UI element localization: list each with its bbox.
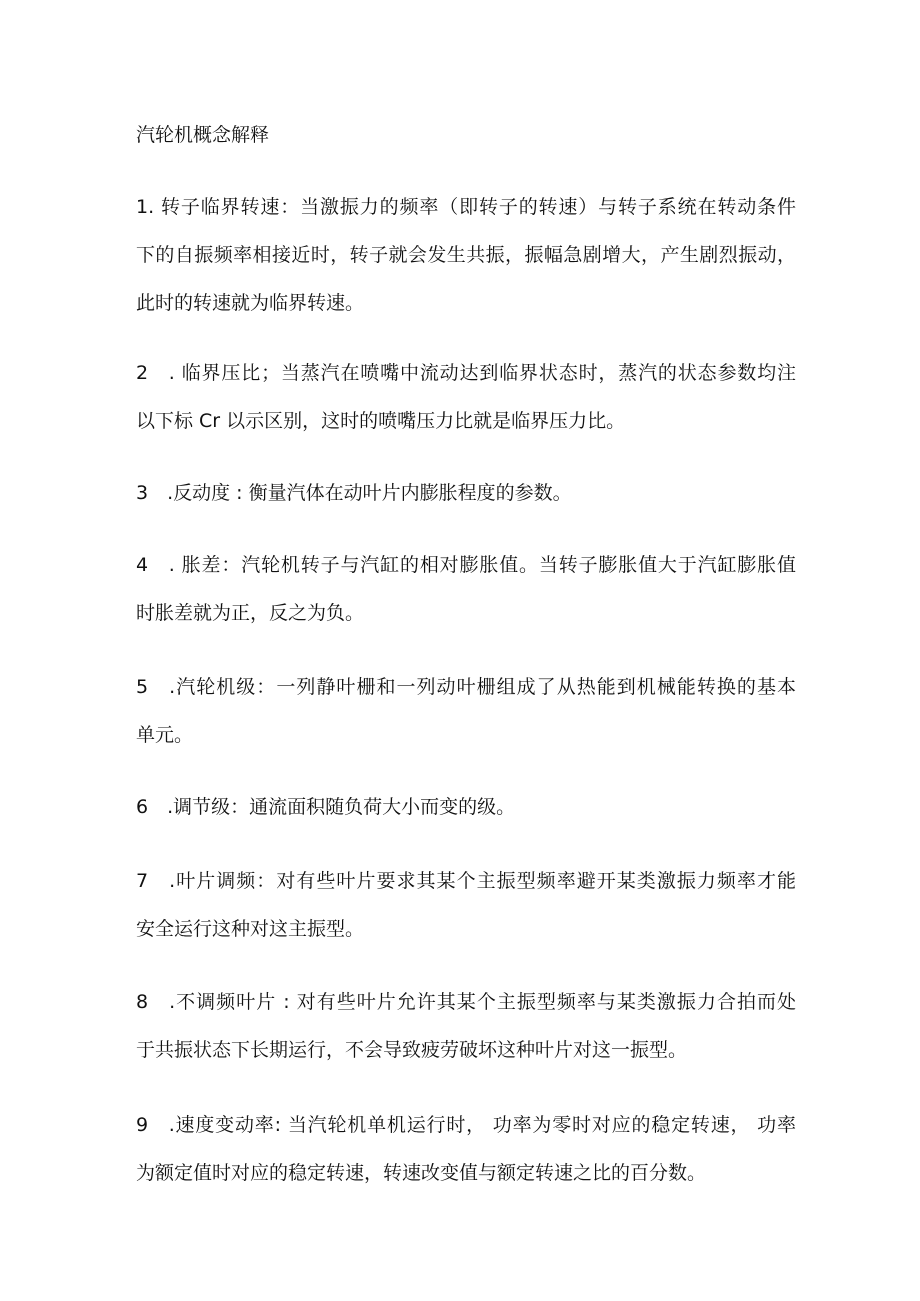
definition-line: 6 .调节级：通流面积随负荷大小而变的级。	[136, 796, 516, 818]
definition-line: 7 .叶片调频：对有些叶片要求其某个主振型频率避开某类激振力频率才能	[136, 870, 796, 892]
definition-item	[136, 988, 796, 1064]
definition-item	[136, 479, 796, 507]
definition-line: 5 .汽轮机级：一列静叶栅和一列动叶栅组成了从热能到机械能转换的基本	[136, 676, 796, 698]
definition-item	[136, 551, 796, 627]
definition-item	[136, 193, 796, 317]
definition-line: 单元。	[136, 724, 194, 746]
definition-line: 1. 转子临界转速：当激振力的频率（即转子的转速）与转子系统在转动条件	[136, 196, 796, 218]
definition-line: 9 .速度变动率: 当汽轮机单机运行时， 功率为零时对应的稳定转速， 功率	[136, 1114, 796, 1136]
definition-line: 3 .反动度 : 衡量汽体在动叶片内膨胀程度的参数。	[136, 482, 572, 504]
definition-item	[136, 359, 796, 435]
definition-line: 此时的转速就为临界转速。	[136, 292, 365, 314]
document-title: 汽轮机概念解释	[136, 124, 270, 146]
definition-line: 以下标 Cr 以示区别，这时的喷嘴压力比就是临界压力比。	[136, 410, 626, 432]
definition-item	[136, 793, 796, 821]
definition-item	[136, 673, 796, 749]
definition-line: 为额定值时对应的稳定转速，转速改变值与额定转速之比的百分数。	[136, 1162, 707, 1184]
definition-item	[136, 1111, 796, 1187]
definition-line: 于共振状态下长期运行，不会导致疲劳破坏这种叶片对这一振型。	[136, 1039, 688, 1061]
definition-line: 2 . 临界压比；当蒸汽在喷嘴中流动达到临界状态时，蒸汽的状态参数均注	[136, 362, 796, 384]
definition-line: 安全运行这种对这主振型。	[136, 918, 365, 940]
definition-item	[136, 867, 796, 943]
definition-line: 8 .不调频叶片 : 对有些叶片允许其某个主振型频率与某类激振力合拍而处	[136, 991, 796, 1013]
definition-line: 4 . 胀差：汽轮机转子与汽缸的相对膨胀值。当转子膨胀值大于汽缸膨胀值	[136, 554, 796, 576]
definition-line: 时胀差就为正，反之为负。	[136, 602, 365, 624]
definition-line: 下的自振频率相接近时，转子就会发生共振，振幅急剧增大，产生剧烈振动，	[136, 244, 796, 266]
